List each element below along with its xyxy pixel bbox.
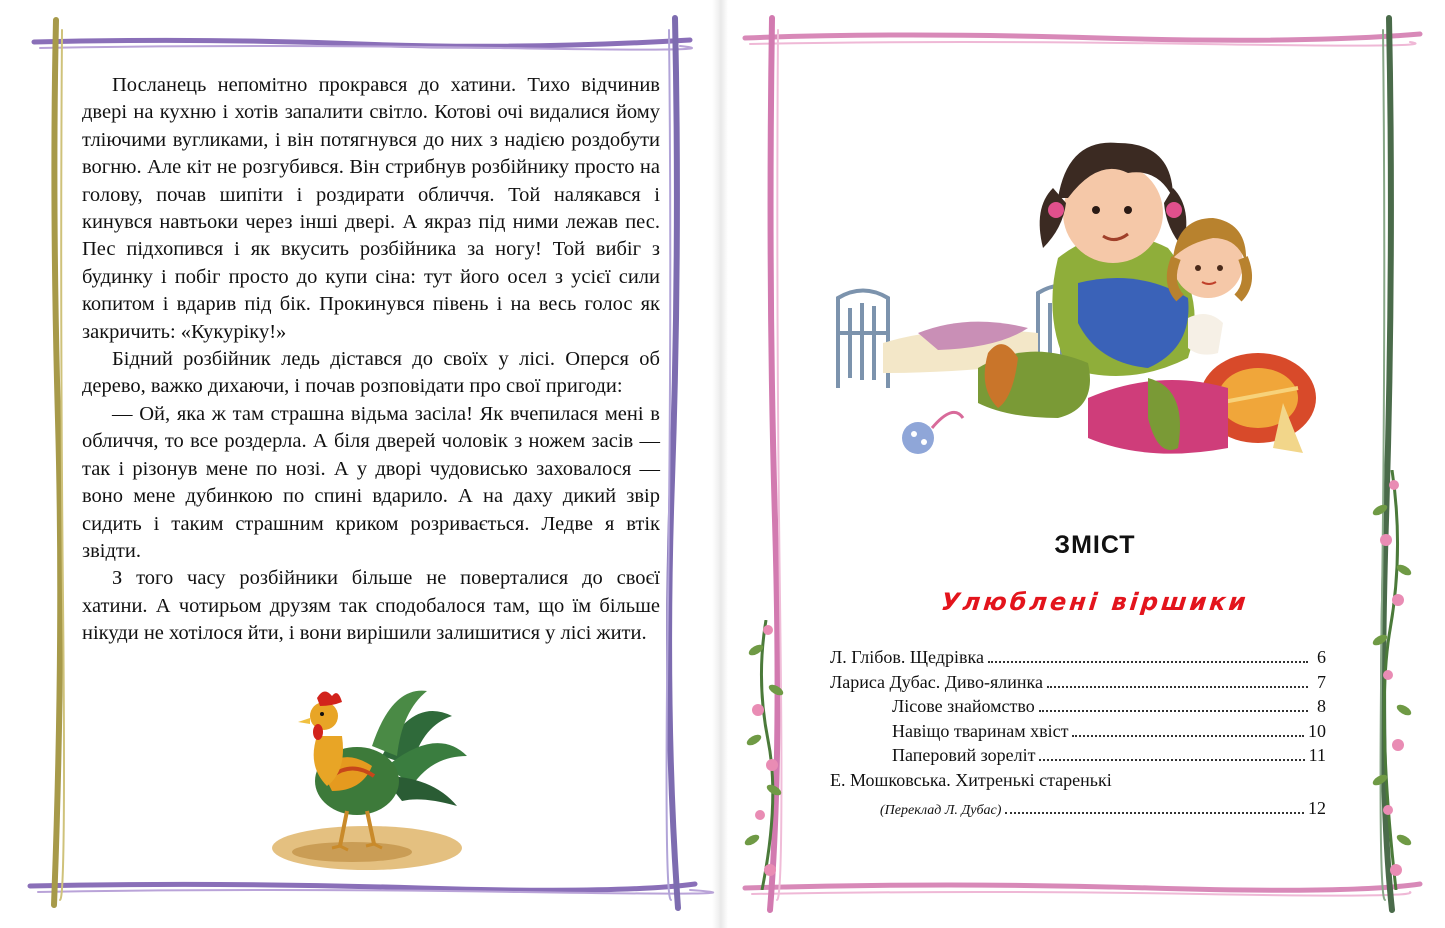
flower-vine-left [738,620,788,890]
toc-entry-page: 12 [1308,798,1326,818]
girl-with-doll-illustration [828,118,1318,468]
toc-entry[interactable] [830,770,1326,795]
toc-entry-title: Л. Глібов. Щедрівка [830,647,984,667]
story-paragraph: Бідний розбійник ледь дістався до своїх у лісі. Оперся об дерево, важко дихаючи, і почав розповідати про свої пригоди: [82,348,660,398]
toc-leader-dots [988,661,1308,663]
toc-entry-page: 10 [1308,720,1326,741]
toc-leader-dots [1005,812,1304,814]
toc-entry-title: Паперовий зореліт [892,745,1036,765]
toc-entry[interactable] [830,721,1326,746]
toc-entry[interactable] [830,798,1326,823]
toc-section-heading: Улюблені віршики [939,588,1251,616]
toc-list [830,647,1326,823]
toc-entry-title: Лариса Дубас. Диво-ялинка [830,671,1043,692]
toc-leader-dots [1039,710,1308,712]
toc-entry[interactable] [830,745,1326,770]
toc-entry[interactable] [830,696,1326,721]
toc-entry-title: Е. Мошковська. Хитренькі старенькі [830,769,1112,790]
toc-entry-page: 8 [1317,696,1326,716]
story-paragraph: — Ой, яка ж там страшна відьма засіла! Як вчепилася мені в обличчя, то все роздерла. А біля дверей чоловік з ножем засів — так і різонув мене по нозі. А у дворі чудовисько заховалося — воно мене дубинкою по спині вдарило. А на даху дикий звір сидить і таким страшним криком розривається. Ледве я втік звідти. [82,402,660,562]
toc-entry-page: 11 [1308,745,1326,765]
toc-leader-dots [1047,686,1308,688]
rooster-illustration [262,676,472,876]
book-gutter [712,0,728,928]
story-text [82,72,660,648]
toc-entry[interactable] [830,647,1326,672]
toc-leader-dots [1072,735,1304,737]
story-paragraph: Посланець непомітно прокрався до хатини. Тихо відчинив двері на кухню і хотів запалити світло. Котові очі видалися йому тліючими вугликами, і він потягнувся до них з надією роздобути вогню. Але кіт не розгубився. Він стрибнув розбійнику просто на голову, почав шипіти і роздирати обличчя. Той налякався і кинувся навтьоки через інші двері. А якраз під ними лежав пес. Пес підхопився і як вкусить розбійника за ногу! Той вибіг з будинку і побіг просто до купи сіна: тут його осел з усієї сили копитом і вдарив під бік. Прокинувся півень і на весь голос як закричить: «Кукуріку!» [82,74,660,343]
toc-title: ЗМІСТ [1054,531,1136,559]
toc-leader-dots [1039,759,1304,761]
toc-entry-page: 7 [1317,671,1326,692]
toc-entry-title: Лісове знайомство [892,696,1035,716]
story-paragraph: З того часу розбійники більше не поверталися до своєї хатини. А чотирьом друзям так сподобалося там, що їм більше нікуди не хотілося йти, і вони вирішили залишитися у лісі жити. [82,567,660,645]
toc-entry[interactable] [830,672,1326,697]
toc-entry-translator: (Переклад Л. Дубас) [880,803,1002,818]
toc-entry-title: Навіщо тваринам хвіст [892,720,1069,741]
toc-entry-page: 6 [1317,647,1326,667]
